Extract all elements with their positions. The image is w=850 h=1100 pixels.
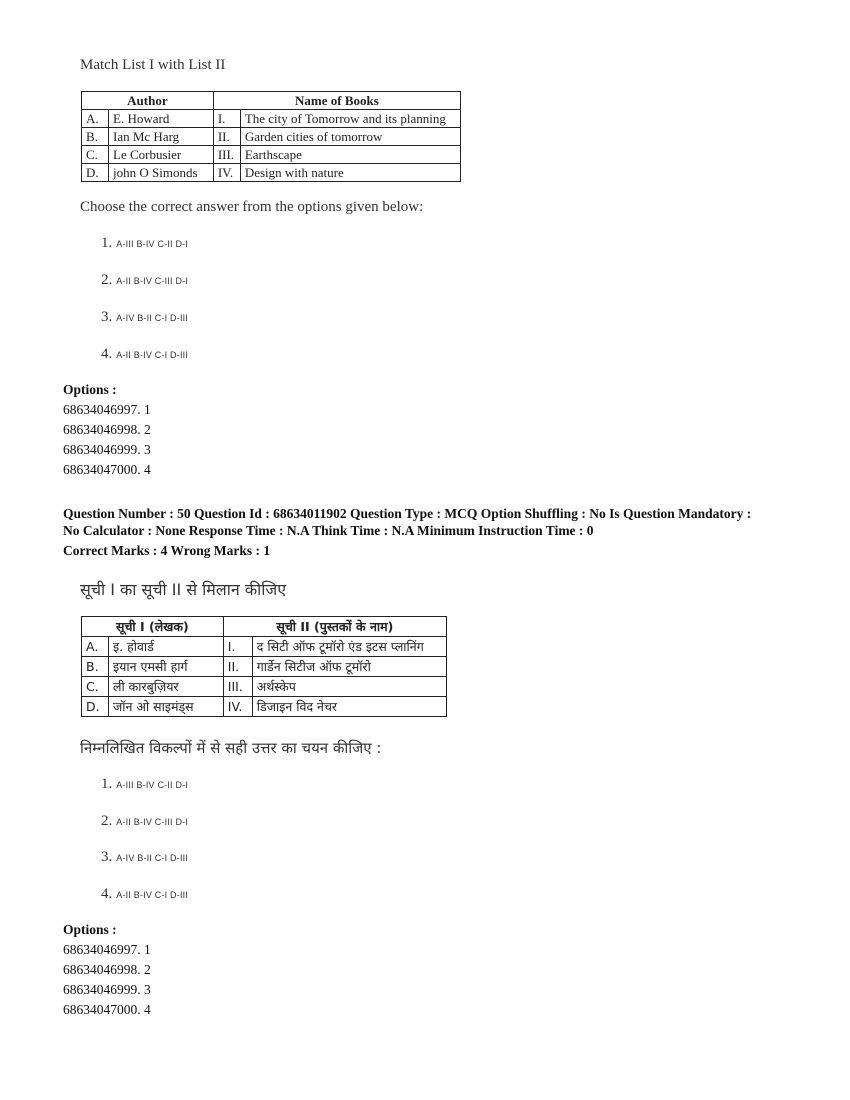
option-id: 68634046997. 1 <box>63 402 151 417</box>
answer-text: A-IV B-II C-I D-III <box>116 313 189 323</box>
table-row <box>82 637 447 657</box>
table-row <box>82 697 447 717</box>
row-roman: III. <box>213 146 240 164</box>
table-row <box>82 164 461 182</box>
question-title: Match List I with List II <box>80 57 226 73</box>
options-list <box>63 940 151 1020</box>
table-row <box>82 128 461 146</box>
row-roman: IV. <box>213 164 240 182</box>
row-key: C. <box>82 146 109 164</box>
book-cell: द सिटी ऑफ टूमॉरो एंड इटस प्लानिंग <box>252 637 446 657</box>
answer-number: 2. <box>101 813 113 829</box>
answer-text: A-II B-IV C-I D-III <box>116 350 189 360</box>
author-cell: ली कारबुज़ियर <box>109 677 224 697</box>
book-cell: Design with nature <box>240 164 460 182</box>
author-cell: इ. होवार्ड <box>109 637 224 657</box>
row-roman: II. <box>213 128 240 146</box>
question-title-hindi: सूची I का सूची II से मिलान कीजिए <box>80 580 287 599</box>
book-cell: Garden cities of tomorrow <box>240 128 460 146</box>
row-key: B. <box>82 657 109 677</box>
answer-number: 3. <box>101 849 113 865</box>
answer-choice-2 <box>101 813 188 830</box>
table-header-books: Name of Books <box>213 92 460 110</box>
option-id: 68634046998. 2 <box>63 422 151 437</box>
answer-choice-3 <box>101 309 188 326</box>
answer-number: 4. <box>101 886 113 902</box>
options-heading: Options : <box>63 922 117 937</box>
row-key: B. <box>82 128 109 146</box>
question-meta <box>63 505 803 559</box>
author-cell: E. Howard <box>109 110 214 128</box>
options-list <box>63 400 151 480</box>
table-header-author: सूची I (लेखक) <box>82 617 224 637</box>
book-cell: अर्थस्केप <box>252 677 446 697</box>
row-key: D. <box>82 697 109 717</box>
instruction-text: Choose the correct answer from the options given below: <box>80 199 424 215</box>
answer-number: 4. <box>101 346 113 362</box>
option-id: 68634046997. 1 <box>63 942 151 957</box>
book-cell: Earthscape <box>240 146 460 164</box>
answer-text: A-III B-IV C-II D-I <box>116 239 189 249</box>
option-id: 68634046999. 3 <box>63 982 151 997</box>
book-cell: The city of Tomorrow and its planning <box>240 110 460 128</box>
author-cell: जॉन ओ साइमंड्स <box>109 697 224 717</box>
answer-number: 2. <box>101 272 113 288</box>
answer-text: A-II B-IV C-III D-I <box>116 817 189 827</box>
author-cell: Ian Mc Harg <box>109 128 214 146</box>
answer-text: A-III B-IV C-II D-I <box>116 780 189 790</box>
table-header-author: Author <box>82 92 214 110</box>
answer-number: 1. <box>101 776 113 792</box>
option-id: 68634047000. 4 <box>63 1002 151 1017</box>
author-cell: Le Corbusier <box>109 146 214 164</box>
table-row <box>82 110 461 128</box>
row-key: C. <box>82 677 109 697</box>
option-id: 68634047000. 4 <box>63 462 151 477</box>
author-cell: इयान एमसी हार्ग <box>109 657 224 677</box>
answer-text: A-IV B-II C-I D-III <box>116 853 189 863</box>
answer-number: 1. <box>101 235 113 251</box>
book-cell: डिजाइन विद नेचर <box>252 697 446 717</box>
marks-line: Correct Marks : 4 Wrong Marks : 1 <box>63 543 271 558</box>
option-id: 68634046998. 2 <box>63 962 151 977</box>
row-key: A. <box>82 110 109 128</box>
meta-line: No Calculator : None Response Time : N.A Think Time : N.A Minimum Instruction Time : 0 <box>63 523 594 538</box>
table-row <box>82 657 447 677</box>
answer-choice-1 <box>101 776 188 793</box>
answer-choice-4 <box>101 346 188 363</box>
table-row <box>82 146 461 164</box>
answer-choice-3 <box>101 849 188 866</box>
author-cell: john O Simonds <box>109 164 214 182</box>
option-id: 68634046999. 3 <box>63 442 151 457</box>
match-table <box>81 91 461 182</box>
answer-number: 3. <box>101 309 113 325</box>
table-row <box>82 677 447 697</box>
row-key: D. <box>82 164 109 182</box>
answer-choice-1 <box>101 235 188 252</box>
row-key: A. <box>82 637 109 657</box>
row-roman: IV. <box>223 697 252 717</box>
row-roman: I. <box>213 110 240 128</box>
row-roman: II. <box>223 657 252 677</box>
answer-text: A-II B-IV C-I D-III <box>116 890 189 900</box>
instruction-text-hindi: निम्नलिखित विकल्पों में से सही उत्तर का चयन कीजिए : <box>80 739 382 757</box>
table-header-books: सूची II (पुस्तकों के नाम) <box>223 617 446 637</box>
options-heading: Options : <box>63 382 117 397</box>
row-roman: III. <box>223 677 252 697</box>
answer-text: A-II B-IV C-III D-I <box>116 276 189 286</box>
answer-choice-2 <box>101 272 188 289</box>
book-cell: गार्डेन सिटीज ऑफ टूमॉरो <box>252 657 446 677</box>
answer-choice-4 <box>101 886 188 903</box>
row-roman: I. <box>223 637 252 657</box>
meta-line: Question Number : 50 Question Id : 68634011902 Question Type : MCQ Option Shuffling : No Is Question Mandatory : <box>63 506 752 521</box>
match-table-hindi <box>81 616 447 717</box>
